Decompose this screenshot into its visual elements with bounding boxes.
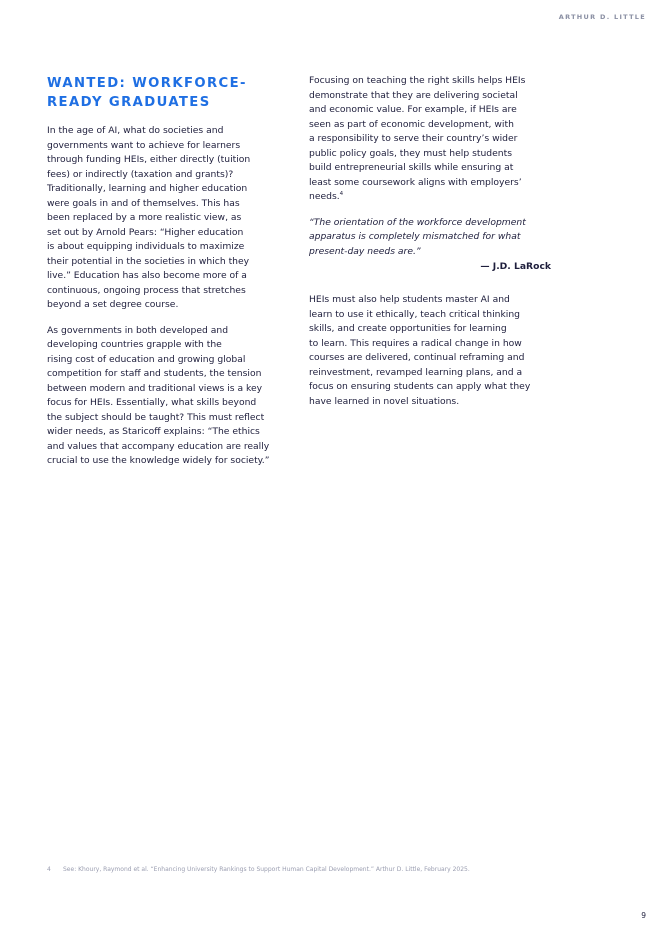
text-line: focus for HEIs. Essentially, what skills beyond <box>47 397 257 408</box>
text-line: build entrepreneurial skills while ensuring at <box>309 162 514 173</box>
text-line-content: needs. <box>309 191 340 202</box>
text-line: fees) or indirectly (taxation and grants)? <box>47 168 234 180</box>
text-line: set out by Arnold Pears: “Higher education <box>47 226 244 238</box>
left-paragraph-1 <box>47 124 289 313</box>
text-line: Focusing on teaching the right skills helps HEIs <box>309 75 526 86</box>
text-line: seen as part of economic development, with <box>309 118 514 130</box>
text-line: courses are delivered, continual reframing and <box>309 352 525 363</box>
text-line: reinvestment, revamped learning plans, and a <box>309 366 523 378</box>
text-line <box>309 190 551 205</box>
footnote-number: 4 <box>47 866 51 873</box>
text-line: Traditionally, learning and higher education <box>47 183 248 194</box>
section-title <box>47 74 289 112</box>
text-line: least some coursework aligns with employers’ <box>309 176 522 188</box>
text-line: crucial to use the knowledge widely for society.” <box>47 455 270 466</box>
text-line: and values that accompany education are really <box>47 440 270 452</box>
text-line: have learned in novel situations. <box>309 395 460 407</box>
text-line: skills, and create opportunities for learning <box>309 323 507 334</box>
left-paragraph-2 <box>47 324 289 469</box>
text-line: focus on ensuring students can apply what they <box>309 381 531 392</box>
text-line: and economic value. For example, if HEIs are <box>309 104 517 115</box>
text-line: rising cost of education and growing global <box>47 353 246 365</box>
section-title-line: READY GRADUATES <box>47 95 211 110</box>
text-line: is about equipping individuals to maximize <box>47 241 245 252</box>
quote-attribution: — J.D. LaRock <box>480 261 551 272</box>
text-line: In the age of AI, what do societies and <box>47 125 224 136</box>
footnote <box>47 866 470 873</box>
text-line: live.” Education has also become more of a <box>47 270 247 281</box>
page-number: 9 <box>641 911 646 920</box>
footnote-reference[interactable]: 4 <box>339 190 344 197</box>
right-paragraph-1 <box>309 74 551 205</box>
quote-line: present-day needs are.” <box>309 245 421 257</box>
text-line: governments want to achieve for learners <box>47 139 241 151</box>
text-line: their potential in the societies in which they <box>47 255 250 267</box>
text-line: HEIs must also help students master AI and <box>309 294 510 305</box>
text-line: between modern and traditional views is a key <box>47 382 263 394</box>
pull-quote <box>309 216 551 260</box>
text-line: continuous, ongoing process that stretches <box>47 284 246 296</box>
text-line: been replaced by a more realistic view, as <box>47 212 242 223</box>
text-line: beyond a set degree course. <box>47 299 179 310</box>
quote-line: “The orientation of the workforce development <box>309 216 526 228</box>
text-line: demonstrate that they are delivering societal <box>309 89 518 101</box>
text-line: public policy goals, they must help students <box>309 147 512 159</box>
section-title-line: WANTED: WORKFORCE- <box>47 76 247 91</box>
right-paragraph-2 <box>309 293 551 409</box>
text-line: developing countries grapple with the <box>47 339 222 350</box>
text-line: As governments in both developed and <box>47 324 229 336</box>
header-brand: ARTHUR D. LITTLE <box>558 13 646 21</box>
text-line: to learn. This requires a radical change in how <box>309 337 522 349</box>
text-line: learn to use it ethically, teach critical thinking <box>309 308 520 320</box>
text-line: the subject should be taught? This must reflect <box>47 411 265 423</box>
text-line: competition for staff and students, the tension <box>47 368 262 379</box>
text-line: wider needs, as Staricoff explains: “The ethics <box>47 426 260 437</box>
right-column <box>309 74 551 420</box>
quote-line: apparatus is completely mismatched for what <box>309 231 521 242</box>
text-line: through funding HEIs, either directly (tuition <box>47 154 251 165</box>
text-line: were goals in and of themselves. This has <box>47 197 240 209</box>
footnote-text: See: Khoury, Raymond et al. “Enhancing University Rankings to Support Human Capital Development.” Arthur D. Little, February 2025. <box>63 866 470 873</box>
left-column <box>47 74 289 480</box>
text-line: a responsibility to serve their country’s wider <box>309 133 518 144</box>
